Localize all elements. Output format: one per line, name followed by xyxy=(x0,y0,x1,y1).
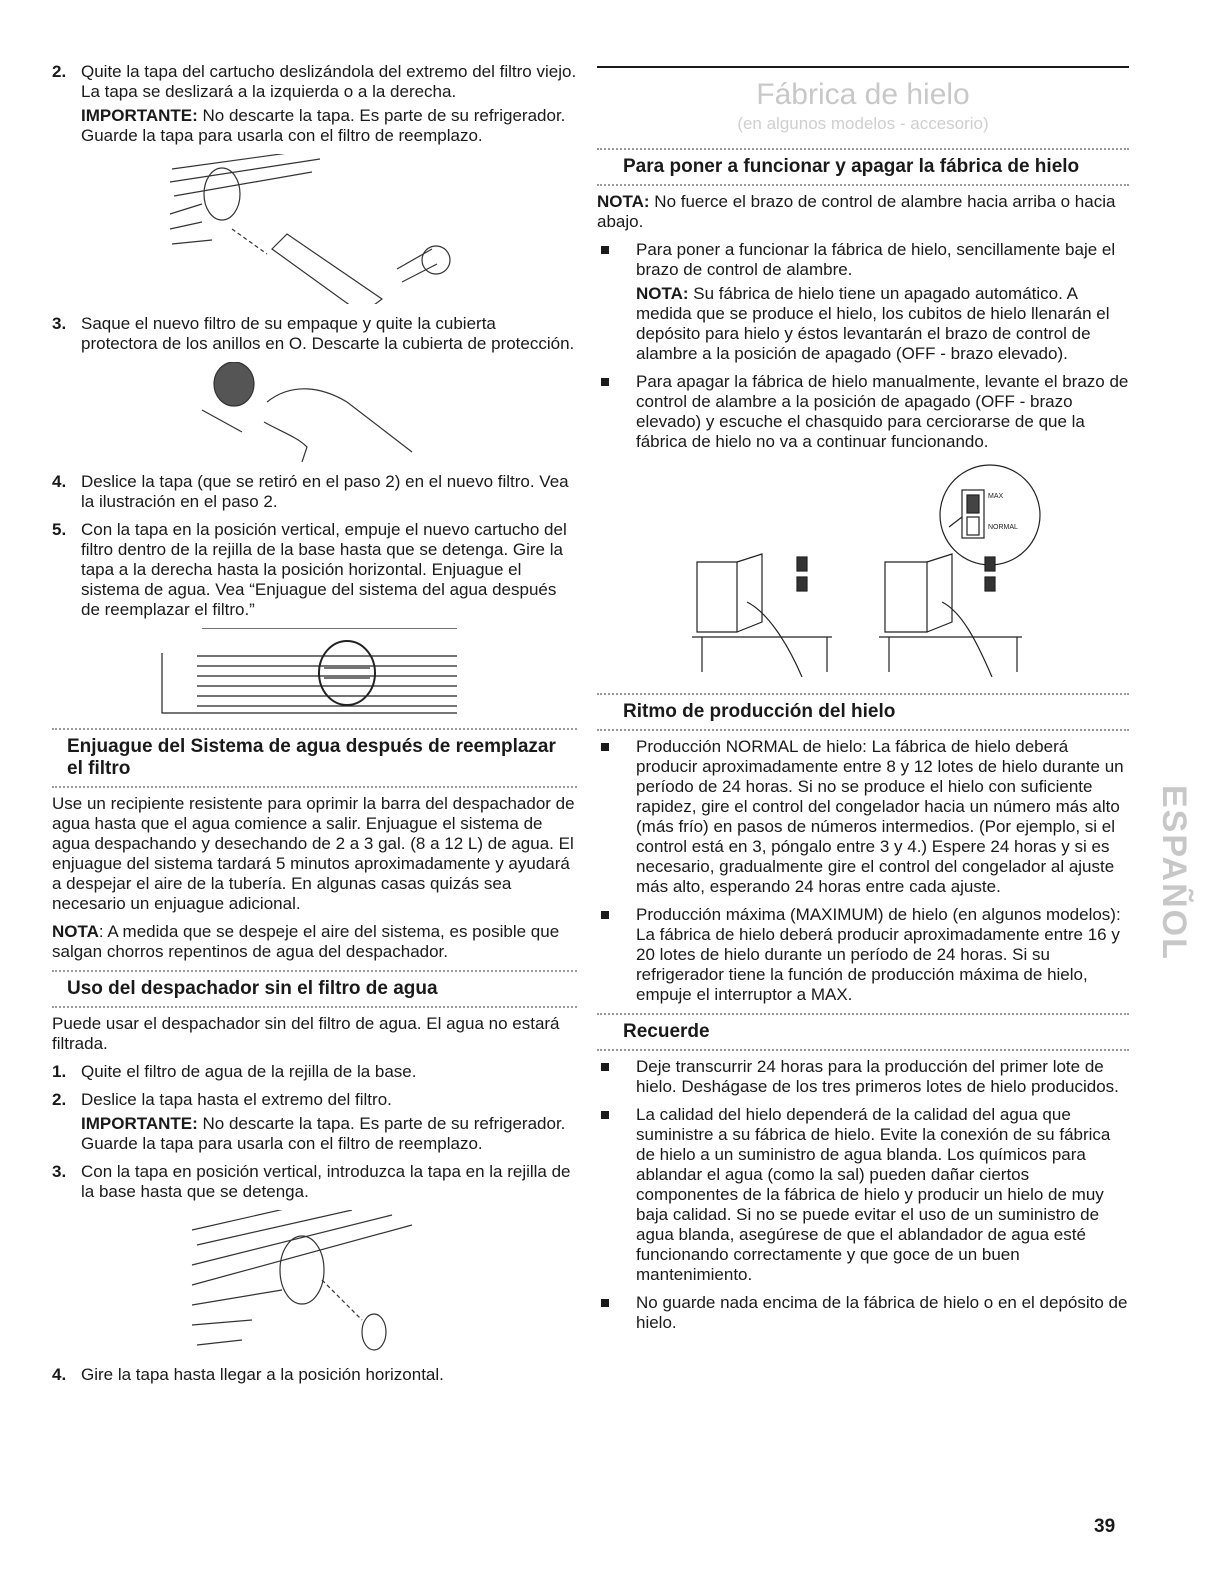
cap-insert-illustration xyxy=(52,1210,577,1355)
divider xyxy=(52,1006,577,1008)
step-number: 3. xyxy=(52,1162,67,1181)
bullet-icon xyxy=(601,911,609,919)
section-heading-remember: Recuerde xyxy=(623,1021,710,1042)
section-heading-rate: Ritmo de producción del hielo xyxy=(623,701,896,722)
list-item: Producción NORMAL de hielo: La fábrica de hielo deberá producir aproximadamente entre 8 y 12 lotes de hielo durante un período de 24 horas. Si no se produce el hielo con suficiente rapidez, gire el control del congelador hacia un número más alto (más frío) en pasos de números intermedios. (Por ejemplo, si el control está en 3, póngalo entre 3 y 4.) Espere 24 horas y si es necesario, gradualmente gire el control del congelador al ajuste más alto, esperando 24 horas entre cada ajuste. xyxy=(597,737,1129,897)
on-off-note: NOTA: No fuerce el brazo de control de alambre hacia arriba o hacia abajo. xyxy=(597,192,1116,231)
no-filter-step-4 xyxy=(52,1365,577,1385)
divider xyxy=(597,693,1129,695)
step-number: 4. xyxy=(52,1365,67,1384)
left-column xyxy=(52,62,577,1393)
bullet-icon xyxy=(601,743,609,751)
list-item: No guarde nada encima de la fábrica de hielo o en el depósito de hielo. xyxy=(597,1293,1129,1333)
bullet-icon xyxy=(601,1063,609,1071)
list-item: Para apagar la fábrica de hielo manualmente, levante el brazo de control de alambre a la posición de apagado (OFF - brazo elevado) y escuche el chasquido para cerciorarse de que la fábrica de hielo no va a continuar funcionando. xyxy=(597,372,1129,452)
divider xyxy=(597,1049,1129,1051)
step-5 xyxy=(52,520,577,620)
divider xyxy=(52,970,577,972)
divider xyxy=(52,786,577,788)
no-filter-step-2 xyxy=(52,1090,577,1154)
step-number: 2. xyxy=(52,1090,67,1109)
important-note: IMPORTANTE: No descarte la tapa. Es parte de su refrigerador. Guarde la tapa para usarla con el filtro de reemplazo. xyxy=(81,1114,566,1153)
ice-maker-switch-illustration xyxy=(597,462,1129,677)
step-3 xyxy=(52,314,577,354)
no-filter-intro: Puede usar el despachador sin del filtro de agua. El agua no estará filtrada. xyxy=(52,1014,560,1053)
divider xyxy=(597,1013,1129,1015)
flush-note: NOTA: A medida que se despeje el aire del sistema, es posible que salgan chorros repentinos de agua del despachador. xyxy=(52,922,560,961)
language-side-tab: ESPAÑOL xyxy=(1155,785,1193,961)
step-text: Con la tapa en posición vertical, introduzca la tapa en la rejilla de la base hasta que se detenga. xyxy=(81,1162,571,1201)
bullet-icon xyxy=(601,1299,609,1307)
step-number: 5. xyxy=(52,520,67,539)
section-top-rule xyxy=(597,66,1129,68)
step-4 xyxy=(52,472,577,512)
base-grille-illustration xyxy=(52,628,577,718)
divider xyxy=(52,728,577,730)
no-filter-step-3 xyxy=(52,1162,577,1202)
bullet-icon xyxy=(601,378,609,386)
step-number: 2. xyxy=(52,62,67,81)
section-heading-no-filter: Uso del despachador sin el filtro de agua xyxy=(67,978,438,999)
bullet-icon xyxy=(601,246,609,254)
divider xyxy=(597,184,1129,186)
filter-cap-removal-illustration xyxy=(52,154,577,304)
o-ring-cover-illustration xyxy=(52,362,577,462)
list-item: Para poner a funcionar la fábrica de hielo, sencillamente baje el brazo de control de alambre. NOTA: Su fábrica de hielo tiene un apagado automático. A medida que se produce el hielo, los cubitos de hielo llenarán el depósito para hielo y éstos levantarán el brazo de control de alambre a la posición de apagado (OFF - brazo elevado). xyxy=(597,240,1129,364)
switch-normal-label: NORMAL xyxy=(988,524,1018,531)
bullet-icon xyxy=(601,1111,609,1119)
step-text: Saque el nuevo filtro de su empaque y quite la cubierta protectora de los anillos en O. Descarte la cubierta de protección. xyxy=(81,314,575,353)
list-item: Deje transcurrir 24 horas para la producción del primer lote de hielo. Deshágase de los tres primeros lotes de hielo producidos. xyxy=(597,1057,1129,1097)
step-text: Con la tapa en la posición vertical, empuje el nuevo cartucho del filtro dentro de la rejilla de la base hasta que se detenga. Gire la tapa a la derecha hasta la posición horizontal. Enjuague el sistema de agua. Vea “Enjuague del sistema del agua después de reemplazar el filtro.” xyxy=(81,520,567,619)
divider xyxy=(597,148,1129,150)
step-text: Gire la tapa hasta llegar a la posición horizontal. xyxy=(81,1365,444,1384)
switch-max-label: MAX xyxy=(988,493,1004,500)
page-number: 39 xyxy=(1094,1516,1116,1537)
step-text: Deslice la tapa hasta el extremo del filtro. xyxy=(81,1090,392,1109)
flush-body: Use un recipiente resistente para oprimir la barra del despachador de agua hasta que el agua comience a salir. Enjuague el sistema de agua despachando y desechando de 2 a 3 gal. (8 a 12 L) de agua. El enjuague del sistema tardará 5 minutos aproximadamente y ayudará a despejar el aire de la tubería. En algunas casas quizás sea necesario un enjuague adicional. xyxy=(52,794,575,913)
divider xyxy=(597,729,1129,731)
step-text: Quite el filtro de agua de la rejilla de la base. xyxy=(81,1062,417,1081)
step-text: Deslice la tapa (que se retiró en el paso 2) en el nuevo filtro. Vea la ilustración en el paso 2. xyxy=(81,472,569,511)
section-title: Fábrica de hielo xyxy=(756,78,970,111)
step-number: 4. xyxy=(52,472,67,491)
important-note: IMPORTANTE: No descarte la tapa. Es parte de su refrigerador. Guarde la tapa para usarla con el filtro de reemplazo. xyxy=(81,106,566,145)
section-heading-flush: Enjuague del Sistema de agua después de reemplazar el filtro xyxy=(67,736,556,779)
section-subtitle: (en algunos modelos - accesorio) xyxy=(737,114,989,133)
step-text: Quite la tapa del cartucho deslizándola del extremo del filtro viejo. La tapa se deslizará a la izquierda o a la derecha. xyxy=(81,62,577,101)
auto-off-note: NOTA: Su fábrica de hielo tiene un apagado automático. A medida que se produce el hielo, los cubitos de hielo llenarán el depósito para hielo y éstos levantarán el brazo de control de alambre a la posición de apagado (OFF - brazo elevado). xyxy=(636,284,1110,363)
section-heading-on-off: Para poner a funcionar y apagar la fábrica de hielo xyxy=(623,156,1080,177)
step-number: 3. xyxy=(52,314,67,333)
list-item: La calidad del hielo dependerá de la calidad del agua que suministre a su fábrica de hielo. Evite la conexión de su fábrica de hielo a un suministro de agua blanda. Los químicos para ablandar el agua (como la sal) pueden dañar ciertos componentes de la fábrica de hielo y producir un hielo de muy baja calidad. Si no se puede evitar el uso de un suministro de agua blanda, asegúrese de que el ablandador de agua esté funcionando correctamente y que goce de un buen mantenimiento. xyxy=(597,1105,1129,1285)
no-filter-step-1 xyxy=(52,1062,577,1082)
right-column xyxy=(597,66,1129,1341)
step-number: 1. xyxy=(52,1062,67,1081)
step-2 xyxy=(52,62,577,146)
list-item: Producción máxima (MAXIMUM) de hielo (en algunos modelos): La fábrica de hielo deberá producir aproximadamente entre 16 y 20 lotes de hielo durante un período de 24 horas. Si su refrigerador tiene la función de producción máxima de hielo, empuje el interruptor a MAX. xyxy=(597,905,1129,1005)
